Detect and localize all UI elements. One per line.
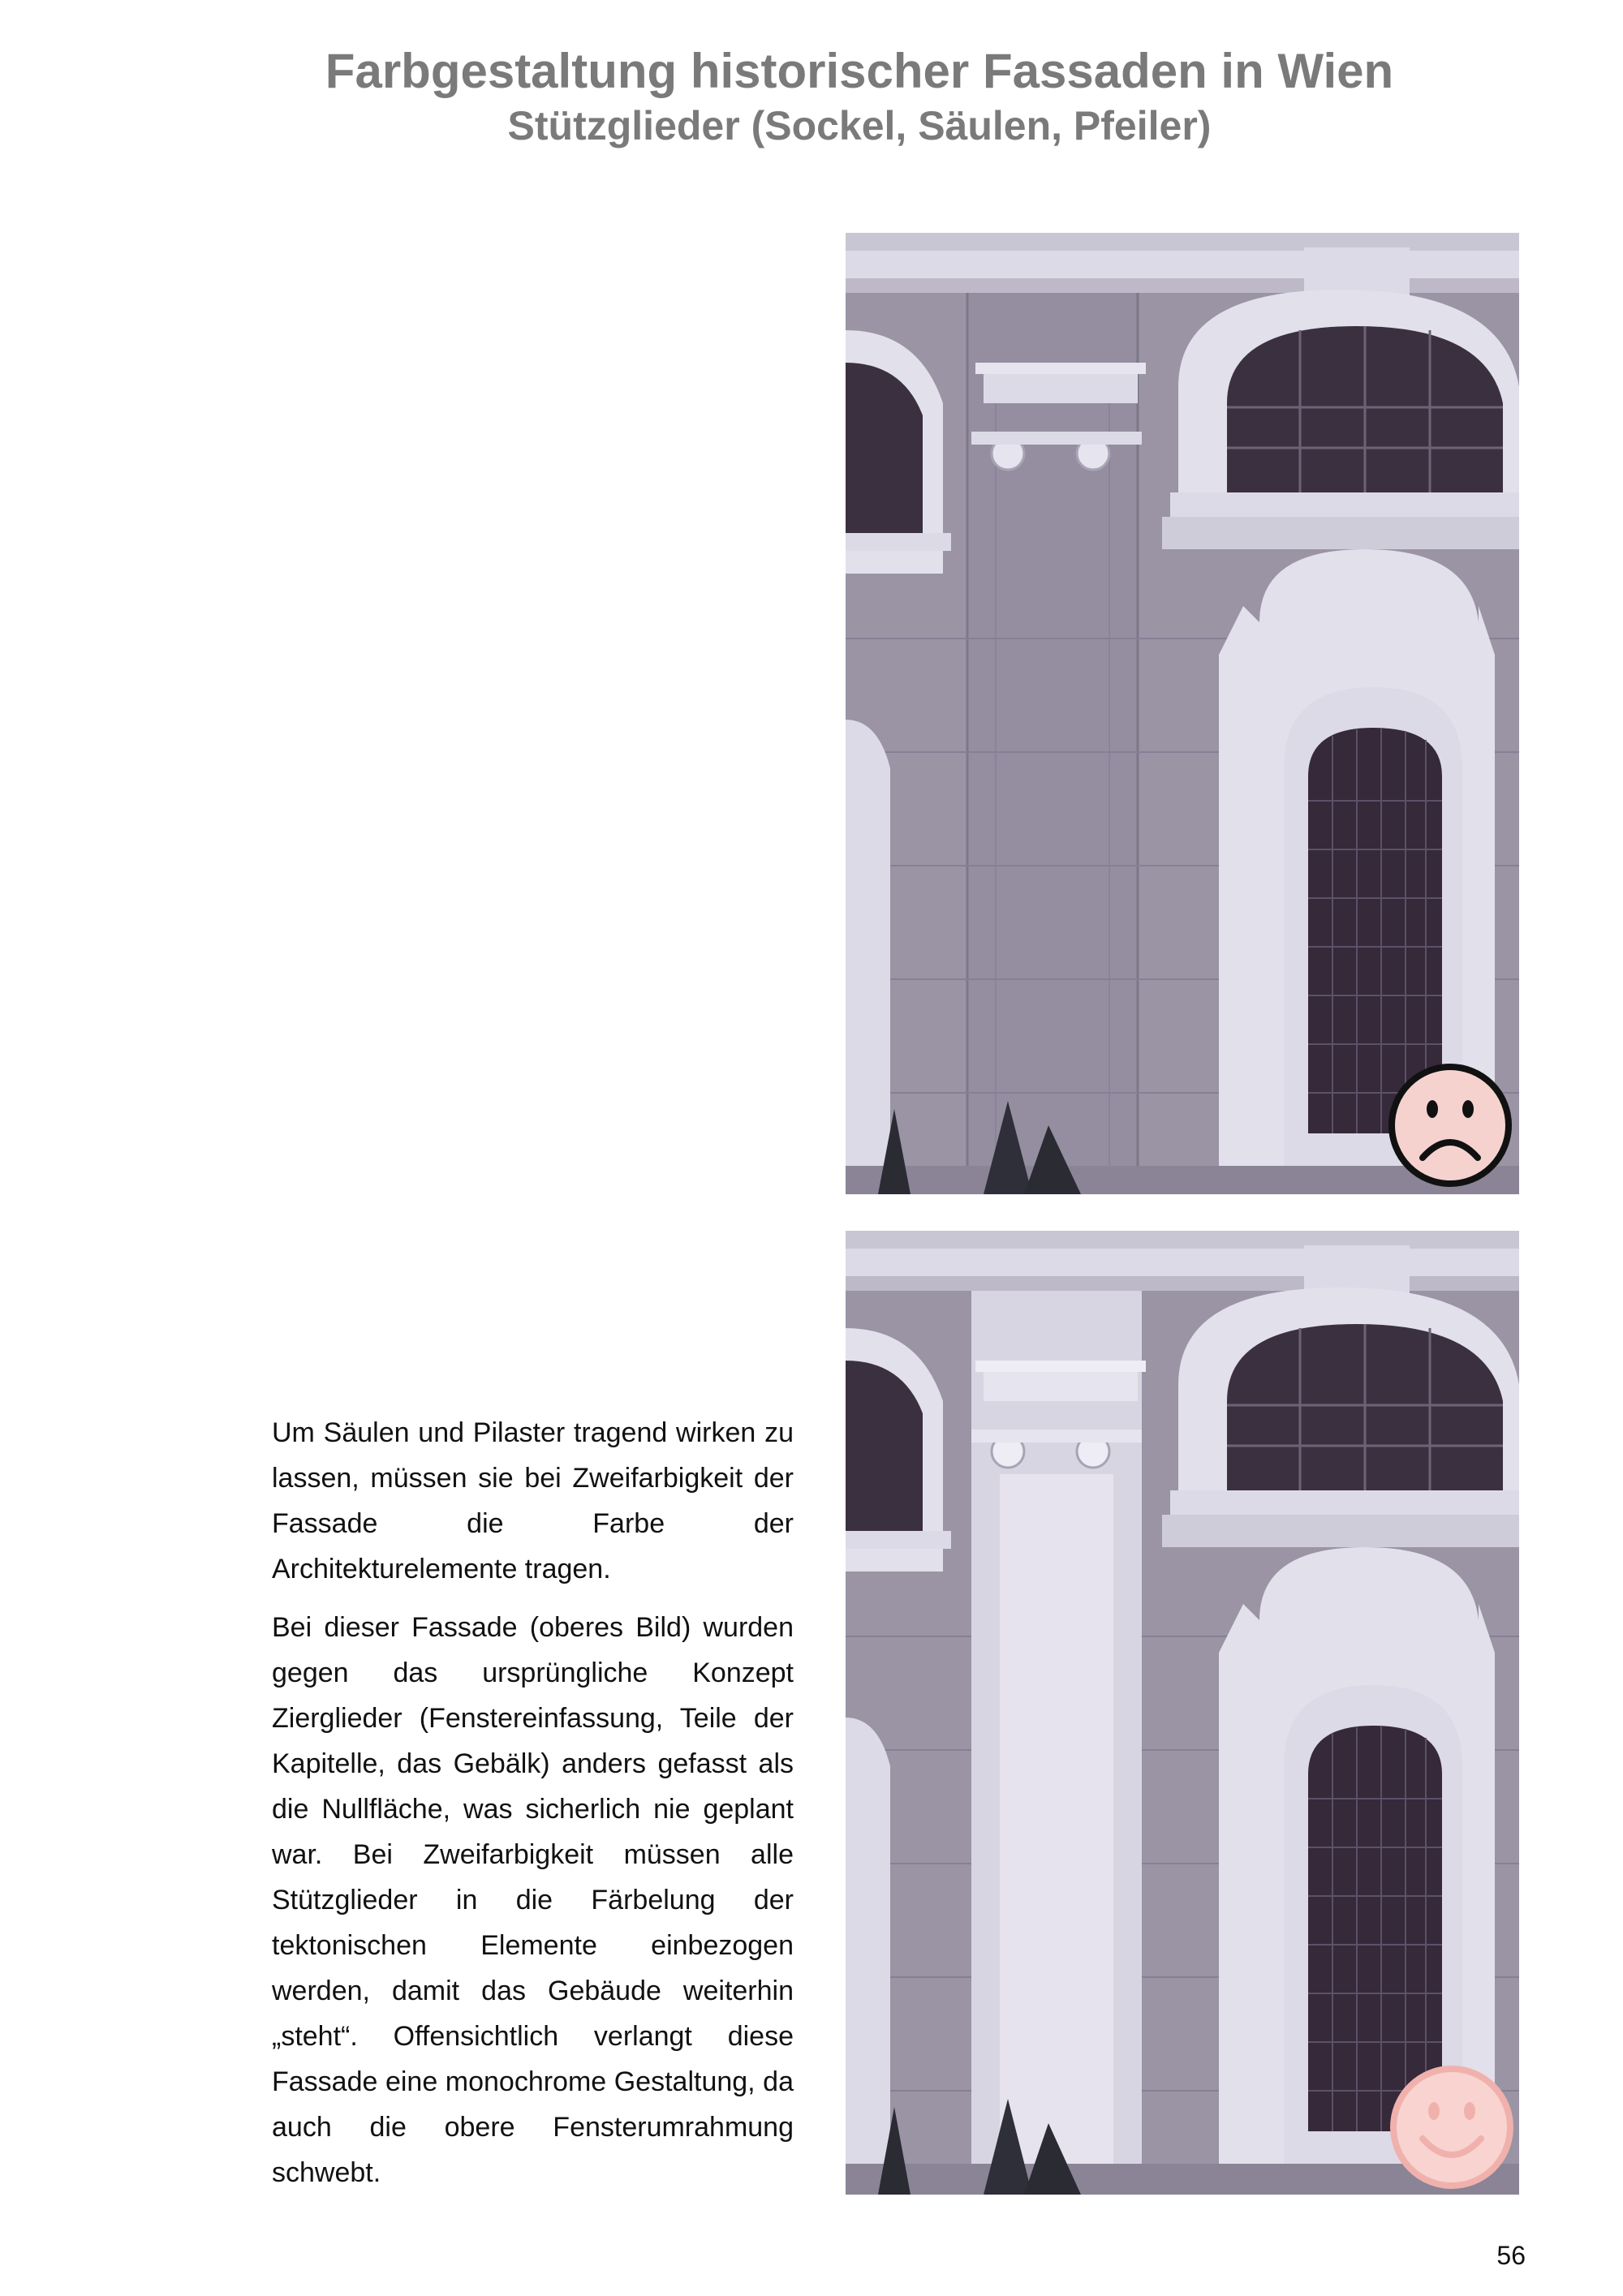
sad-face-icon — [1387, 1062, 1513, 1189]
facade-photo-top — [846, 233, 1519, 1194]
body-text — [272, 1410, 794, 2208]
paragraph-1: Um Säulen und Pilaster tragend wirken zu lassen, müssen sie bei Zweifarbigkeit der Fassade die Farbe der Architekturelemente tragen. — [272, 1417, 794, 1584]
page-title: Farbgestaltung historischer Fassaden in Wien — [325, 44, 1394, 98]
paragraph-2: Bei dieser Fassade (oberes Bild) wurden gegen das ursprüngliche Konzept Zierglieder (Fenstereinfassung, Teile der Kapitelle, das Gebälk) anders gefasst als die Nullfläche, was sicherlich nie geplant war. Bei Zweifarbigkeit müssen alle Stützglieder in die Färbelung der tektonischen Elemente einbezogen werden, damit das Gebäude weiterhin „steht“. Offensichtlich verlangt diese Fassade eine monochrome Gestaltung, da auch die obere Fensterumrahmung schwebt. — [272, 1612, 794, 2188]
smiley-face-icon — [1388, 2064, 1515, 2191]
page-number: 56 — [1496, 2241, 1526, 2270]
page-header — [0, 42, 1623, 151]
facade-photo-bottom — [846, 1231, 1519, 2195]
page-subtitle: Stützglieder (Sockel, Säulen, Pfeiler) — [507, 103, 1212, 148]
